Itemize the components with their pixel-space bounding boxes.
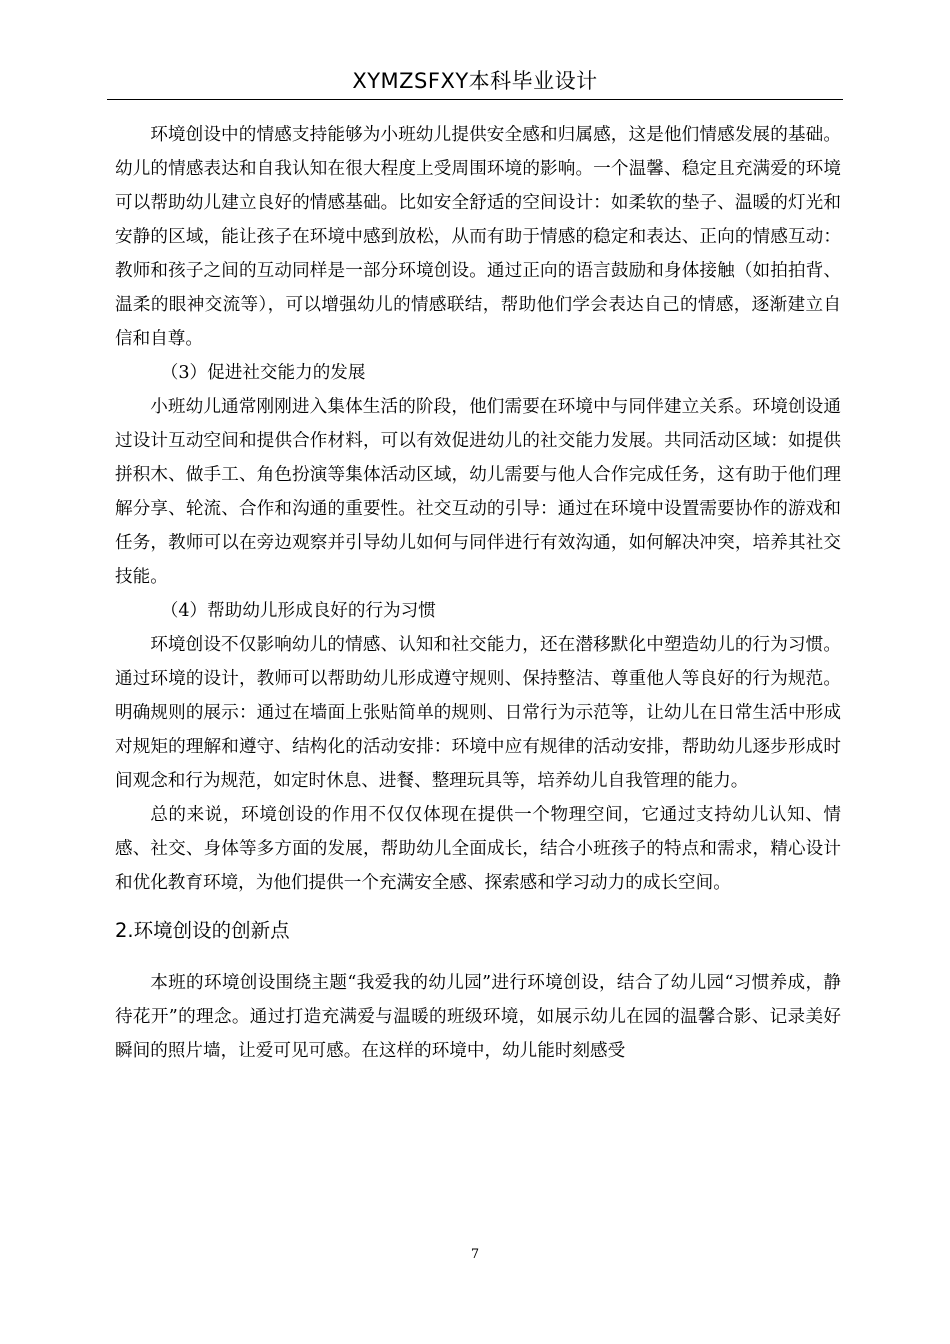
page-number: 7: [470, 1247, 480, 1262]
paragraph-summary: 总的来说，环境创设的作用不仅仅体现在提供一个物理空间，它通过支持幼儿认知、情感、社交、身体等多方面的发展，帮助幼儿全面成长，结合小班孩子的特点和需求，精心设计和优化教育环境，为他们提供一个充满安全感、探索感和学习动力的成长空间。: [115, 805, 841, 893]
paragraph-innovation: 本班的环境创设围绕主题“我爱我的幼儿园”进行环境创设，结合了幼儿园“习惯养成，静待花开”的理念。通过打造充满爱与温暖的班级环境，如展示幼儿在园的温馨合影、记录美好瞬间的照片墙，让爱可见可感。在这样的环境中，幼儿能时刻感受: [115, 973, 841, 1061]
subheading-behavior-habits: （4）帮助幼儿形成良好的行为习惯: [160, 601, 436, 621]
page-header: [107, 68, 843, 100]
subheading-social-skills: （3）促进社交能力的发展: [160, 363, 366, 383]
header-title: XYMZSFXY本科毕业设计: [352, 69, 598, 93]
section-heading-innovation: 2.环境创设的创新点: [115, 919, 290, 942]
paragraph-behavior-habits: 环境创设不仅影响幼儿的情感、认知和社交能力，还在潜移默化中塑造幼儿的行为习惯。通过环境的设计，教师可以帮助幼儿形成遵守规则、保持整洁、尊重他人等良好的行为规范。明确规则的展示：通过在墙面上张贴简单的规则、日常行为示范等，让幼儿在日常生活中形成对规矩的理解和遵守、结构化的活动安排：环境中应有规律的活动安排，帮助幼儿逐步形成时间观念和行为规范，如定时休息、进餐、整理玩具等，培养幼儿自我管理的能力。: [115, 635, 841, 791]
document-body: [115, 118, 841, 1068]
paragraph-social-skills: 小班幼儿通常刚刚进入集体生活的阶段，他们需要在环境中与同伴建立关系。环境创设通过设计互动空间和提供合作材料，可以有效促进幼儿的社交能力发展。共同活动区域：如提供拼积木、做手工、角色扮演等集体活动区域，幼儿需要与他人合作完成任务，这有助于他们理解分享、轮流、合作和沟通的重要性。社交互动的引导：通过在环境中设置需要协作的游戏和任务，教师可以在旁边观察并引导幼儿如何与同伴进行有效沟通，如何解决冲突，培养其社交技能。: [115, 397, 841, 587]
paragraph-emotional-support: 环境创设中的情感支持能够为小班幼儿提供安全感和归属感，这是他们情感发展的基础。幼儿的情感表达和自我认知在很大程度上受周围环境的影响。一个温馨、稳定且充满爱的环境可以帮助幼儿建立良好的情感基础。比如安全舒适的空间设计：如柔软的垫子、温暖的灯光和安静的区域，能让孩子在环境中感到放松，从而有助于情感的稳定和表达、正向的情感互动：教师和孩子之间的互动同样是一部分环境创设。通过正向的语言鼓励和身体接触（如拍拍背、温柔的眼神交流等），可以增强幼儿的情感联结，帮助他们学会表达自己的情感，逐渐建立自信和自尊。: [115, 125, 841, 349]
